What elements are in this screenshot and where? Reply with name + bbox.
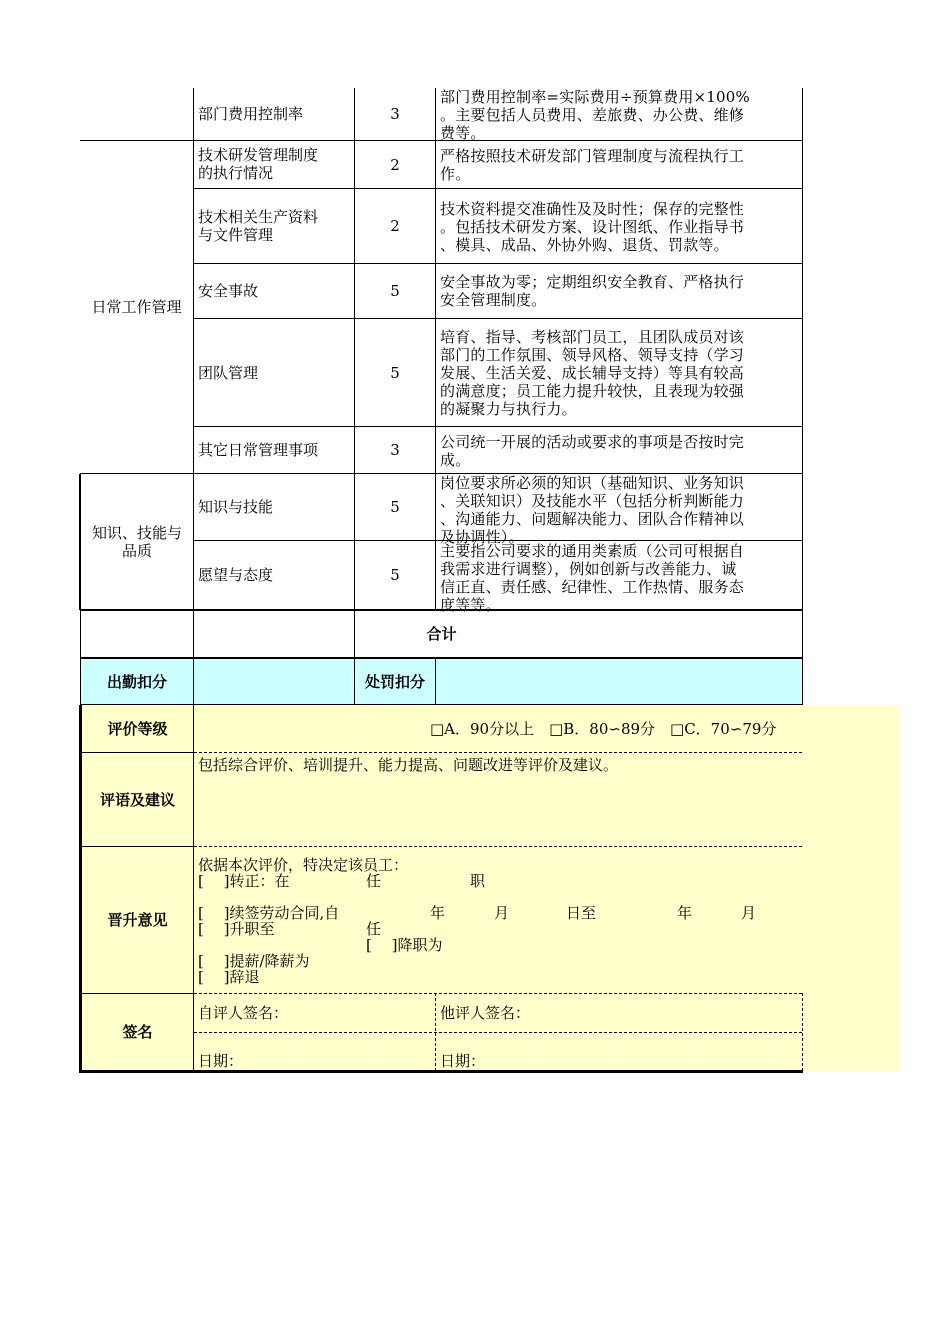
comment-hint[interactable]: 包括综合评价、培训提升、能力提高、问题改进等评价及建议。: [198, 756, 619, 774]
comment-label: 评语及建议: [99, 790, 175, 809]
sign-label: 签名: [122, 1023, 153, 1041]
item-attitude: 愿望与态度: [198, 566, 274, 584]
total-label: 合计: [426, 625, 457, 643]
grade-options[interactable]: □A．90分以上 □B．80∽89分 □C．70∽79分: [430, 720, 777, 738]
score-rd-system: 2: [390, 155, 400, 174]
attendance-deduction-value[interactable]: [194, 659, 354, 704]
desc-tech-documents: 技术资料提交准确性及及时性；保存的完整性 。包括技术研发方案、设计图纸、作业指导书 、模具、成品、外协外购、退货、罚款等。: [440, 200, 745, 254]
attendance-deduction-label: 出勤扣分: [106, 672, 167, 691]
score-attitude: 5: [390, 566, 400, 584]
promotion-intro: 依据本次评价，特决定该员工：: [198, 856, 409, 874]
item-team: 团队管理: [198, 363, 259, 382]
other-date[interactable]: 日期：: [440, 1052, 486, 1070]
score-knowledge-skill: 5: [390, 498, 400, 516]
item-cost-control: 部门费用控制率: [198, 105, 304, 123]
evaluation-form: 部门费用控制率 3 部门费用控制率=实际费用÷预算费用×100% 。主要包括人员费用、差旅费、办公费、维修 费等。 日常工作管理 技术研发管理制度 的执行情况 2 严格按照技术研发部门管理制度与流程执行工 作。 技术相关生产资料 与文件管理 2 技术资料提交准确性及及时性；保存的完整性 。包括技术研发方案、设计图纸、作业指导书 、模具、成品、外协外购、退货、罚款等。 安全事故 5 安全事故为零；定期组织安全教育、严格执行 安全管理制度。 团队管理 5 培育、指导、考核部门员工，且团队成员对该 部门的工作氛围、领导风格、领导支持（学习 发展、生活关爱、成长辅导支持）等具有较高 的满意度；员工能力提升较快，且表现为较强 的凝聚力与执行力。 其它日常管理事项 3 公司统一开展的活动或要求的事项是否按时完 成。 知识、技能与 品质 知识与技能 5 岗位要求所必须的知识（基础知识、业务知识 、关联知识）及技能水平（包括分析判断能力 、沟通能力、问题解决能力、团队合作精神以 及协调性）。 愿望与态度 5 主要指公司要求的通用类素质（公司可根据自 我需求进行调整），例如创新与改善能力、诚 信正直、责任感、纪律性、工作热情、服务态 度等等。 合计 出勤扣分 处罚扣分 评价等级 □A．90分以上 □B．80∽89分 □C．70∽79分 评语及建议 包括综合评价、培训提升、能力提高、问题改进等评价及建议。 晋升意见 依据本次评价，特决定该员工： [ ]转正：在 任 职 [ ]续签劳动合同,自 年 月 日至 年 月 [ ]升职至 任 [ ]降职为 [ ]提薪/降薪为 [ ]辞退 签名 自评人签名： 他评人签名： 日期： 日期：: [0, 0, 950, 1344]
penalty-deduction-label: 处罚扣分: [364, 672, 425, 691]
desc-safety: 安全事故为零；定期组织安全教育、严格执行 安全管理制度。: [440, 273, 745, 309]
score-other: 3: [390, 441, 400, 459]
option-demote[interactable]: [ ]降职为: [366, 936, 443, 954]
desc-cost-control: 部门费用控制率=实际费用÷预算费用×100% 。主要包括人员费用、差旅费、办公费、维修 费等。: [440, 88, 750, 142]
option-promote[interactable]: [ ]升职至: [198, 920, 275, 938]
self-date[interactable]: 日期：: [198, 1052, 244, 1070]
desc-knowledge-skill: 岗位要求所必须的知识（基础知识、业务知识 、关联知识）及技能水平（包括分析判断能力 、沟通能力、问题解决能力、团队合作精神以 及协调性）。: [440, 474, 745, 546]
score-cost-control: 3: [390, 105, 400, 123]
other-signature[interactable]: 他评人签名：: [440, 1004, 531, 1022]
score-team: 5: [390, 363, 400, 382]
category-knowledge: 知识、技能与 品质: [91, 523, 182, 560]
score-tech-documents: 2: [390, 217, 400, 235]
category-daily-work: 日常工作管理: [91, 298, 182, 316]
desc-attitude: 主要指公司要求的通用类素质（公司可根据自 我需求进行调整），例如创新与改善能力、诚 信正直、责任感、纪律性、工作热情、服务态 度等等。: [440, 542, 745, 614]
desc-team: 培育、指导、考核部门员工，且团队成员对该 部门的工作氛围、领导风格、领导支持（学习 发展、生活关爱、成长辅导支持）等具有较高 的满意度；员工能力提升较快，且表现为较强 的凝聚力与执行力。: [440, 328, 745, 418]
item-safety: 安全事故: [198, 282, 259, 300]
promotion-label: 晋升意见: [107, 911, 168, 929]
option-salary[interactable]: [ ]提薪/降薪为: [198, 952, 310, 970]
score-safety: 5: [390, 282, 400, 300]
desc-rd-system: 严格按照技术研发部门管理制度与流程执行工 作。: [440, 147, 745, 183]
grade-label: 评价等级: [107, 719, 168, 738]
desc-other: 公司统一开展的活动或要求的事项是否按时完 成。: [440, 433, 745, 469]
option-renew-contract[interactable]: [ ]续签劳动合同,自: [198, 904, 340, 922]
item-rd-system: 技术研发管理制度 的执行情况: [198, 146, 319, 182]
option-dismiss[interactable]: [ ]辞退: [198, 968, 260, 986]
penalty-deduction-value[interactable]: [436, 659, 802, 704]
item-knowledge-skill: 知识与技能: [198, 498, 274, 516]
self-signature[interactable]: 自评人签名：: [198, 1004, 289, 1022]
item-tech-documents: 技术相关生产资料 与文件管理: [198, 208, 319, 244]
option-confirm[interactable]: [ ]转正：在: [198, 872, 290, 890]
item-other: 其它日常管理事项: [198, 441, 319, 459]
